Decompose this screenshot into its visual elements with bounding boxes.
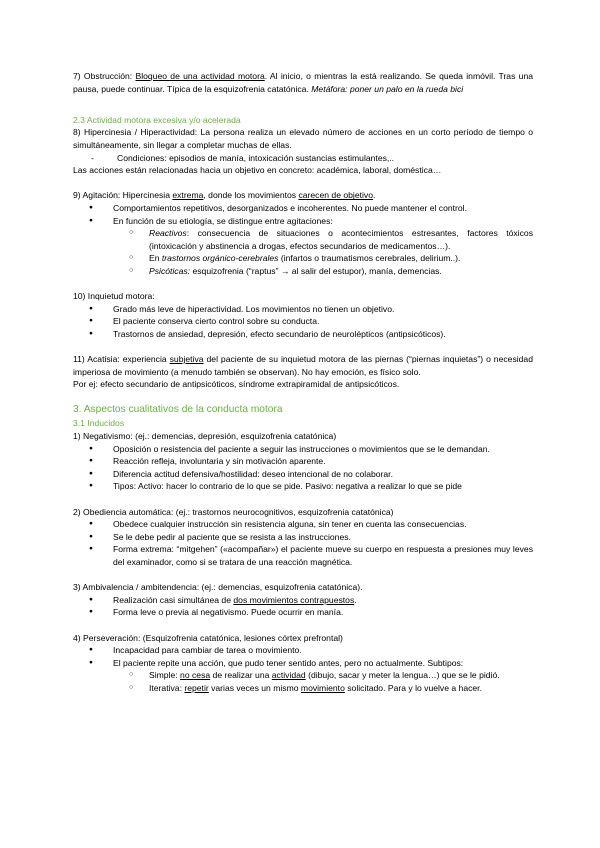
document-page [73,70,533,695]
section-2-obediencia: 2) Obediencia automática: (ej.: trastornos neurocognitivos, esquizofrenia catatónica) [73,506,394,517]
text: : consecuencia de situaciones o acontecimientos estresantes, factores tóxicos (intoxicación y abstinencia a drogas, efectos secundarios de medicamentos…). [149,228,533,251]
list-item [73,682,533,695]
text: del paciente de su inquietud motora de las piernas (“piernas inquietas”) o necesidad imperiosa de movimiento (a menudo también se observan). No hay emoción, es físico solo. [73,354,533,377]
list-item: ● Diferencia actitud defensiva/hostilidad: deseo intencional de no colaborar. [73,468,533,481]
list-item: ● Grado más leve de hiperactividad. Los movimientos no tienen un objetivo. [73,303,533,316]
text: Iterativa: [149,682,185,693]
underlined-text: extrema [172,190,204,201]
section-4-perseveracion: 4) Perseveración: (Esquizofrenia catatónica, lesiones córtex prefrontal) [73,632,343,643]
text: de realizar una [210,670,272,681]
bullet-list [73,518,533,568]
list-item: ● Obedece cualquier instrucción sin resistencia alguna, sin tener en cuenta las consecuencias. [73,518,533,531]
list-item: ● Forma leve o previa al negativismo. Puede ocurrir en manía. [73,606,533,619]
text: 7) Obstrucción: [73,71,136,81]
text: Simple: [149,670,181,681]
list-item: ● Reacción refleja, involuntaria y sin motivación aparente. [73,455,533,468]
bullet-list [73,644,533,694]
text: . [354,594,357,605]
underlined-text: no cesa [180,670,211,681]
list-item: - Condiciones: episodios de manía, intoxicación sustancias estimulantes,.. [73,152,533,165]
text: (infartos o traumatismos cerebrales, delirium..). [278,253,461,264]
list-item: ● Incapacidad para cambiar de tarea o movimiento. [73,644,533,657]
section-1-negativismo: 1) Negativismo: (ej.: demencias, depresión, esquizofrenia catatónica) [73,431,337,442]
list-item: ● Comportamientos repetitivos, desorganizados e incoherentes. No puede mantener el control. [73,202,533,215]
section-11-acatisia [73,353,533,378]
text: varias veces un mismo [208,682,301,693]
list-item [73,265,533,278]
text: 11) Acatisia: experiencia [73,354,170,365]
list-item: ● Se le debe pedir al paciente que se resista a las instrucciones. [73,531,533,544]
list-item: ● Oposición o resistencia del paciente a seguir las instrucciones o movimientos que se le demandan. [73,443,533,456]
text: solicitado. Para y lo vuelve a hacer. [344,682,482,693]
underlined-text: actividad [271,670,306,681]
bullet-list [73,303,533,341]
list-item: ● Trastornos de ansiedad, depresión, efecto secundario de neurolépticos (antipsicóticos). [73,328,533,341]
list-item: ● El paciente repite una acción, que pudo tener sentido antes, pero no actualmente. Subtipos: [73,657,533,670]
italic-text: Reactivos [149,228,187,239]
section-10-inquietud: 10) Inquietud motora: [73,291,155,302]
text: esquizofrenia (“raptus” → al salir del estupor), manía, demencias. [190,265,442,276]
underlined-text: carecen de objetivo [298,190,373,201]
section-3-ambivalencia: 3) Ambivalencia / ambitendencia: (ej.: demencias, esquizofrenia catatónica). [73,582,363,593]
italic-text: Metáfora: poner un palo en la rueda bici [311,83,464,94]
text: Realización casi simultánea de [113,594,234,605]
underlined-text: movimiento [300,682,345,693]
underlined-text: subjetiva [169,354,204,365]
text: , donde los movimientos [203,190,299,201]
heading-3: 3. Aspectos cualitativos de la conducta motora [73,404,283,416]
text: . Al inicio, o mientras la está realizando. Se queda inmóvil. Tras una pausa, puede continuar. Típica de la esquizofrenia catatónica. [73,71,534,94]
heading-2-3: 2.3 Actividad motora excesiva y/o acelerada [73,114,241,125]
text: 9) Agitación: Hipercinesia [73,190,173,201]
bullet-list [73,443,533,493]
section-9-agitacion [73,189,533,202]
text: . [373,190,376,201]
underlined-text: repetir [184,682,209,693]
list-item: ● Forma extrema: “mitgehen” («acompañar») el paciente mueve su cuerpo en respuesta a presiones muy leves del examinador, como si se tratara de una reacción magnética. [73,543,533,568]
list-item: ● El paciente conserva cierto control sobre su conducta. [73,315,533,328]
list-item [73,594,533,607]
list-item [73,252,533,265]
bullet-list [73,594,533,619]
underlined-text: dos movimientos contrapuestos [233,594,355,605]
section-7-obstruccion [73,70,533,95]
paragraph: Por ej: efecto secundario de antipsicóticos, síndrome extrapiramidal de antipsicóticos. [73,379,400,390]
underlined-text: Bloqueo de una actividad motora [135,71,265,81]
list-item [73,227,533,252]
heading-3-1: 3.1 Inducidos [73,418,125,429]
italic-text: Psicóticas: [149,265,191,276]
paragraph: Las acciones están relacionadas hacia un objetivo en concreto: académica, laboral, doméstica… [73,165,442,176]
section-8-hipercinesia: 8) Hipercinesia / Hiperactividad: La persona realiza un elevado número de acciones en un corto período de tiempo o simultáneamente, sin llegar a completar muchas de ellas. [73,127,533,150]
list-item [73,669,533,682]
bullet-list [73,202,533,278]
text: En [149,253,162,264]
text: (dibujo, sacar y meter la lengua…) que se le pidió. [305,670,500,681]
list-item: ● Tipos: Activo: hacer lo contrario de lo que se pide. Pasivo: negativa a realizar lo que se pide [73,480,533,493]
list-item: ● En función de su etiología, se distingue entre agitaciones: [73,215,533,228]
italic-text: trastornos orgánico-cerebrales [161,253,279,264]
